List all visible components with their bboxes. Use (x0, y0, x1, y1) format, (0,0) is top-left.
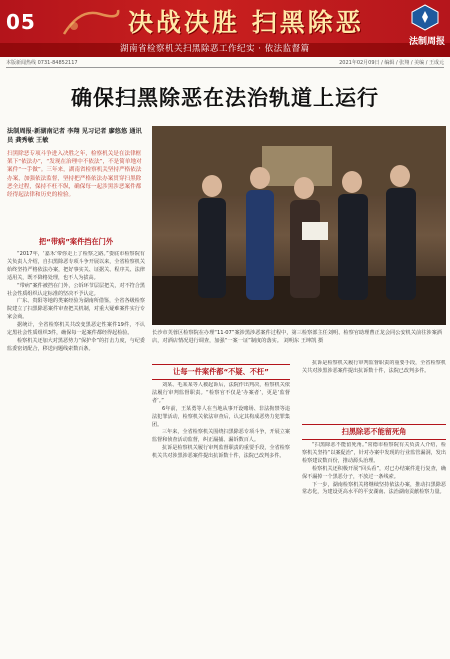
paragraph: 检察机关还加大对黑恶势力“保护伞”的打击力度，与纪委监委密切配合，移送问题线索数百条。 (7, 337, 145, 352)
article-headline: 确保扫黑除恶在法治轨道上运行 (71, 86, 379, 110)
paragraph: 刘某、毛某某等人被起诉后，法院作出判决，检察机关依法履行审判监督职责。“检察官不仅是‘办案者’，更是‘监督者’。” (152, 382, 290, 404)
news-hotline: 本版新闻热线 0731-84852117 (6, 60, 78, 66)
section-name: 法制周报 (408, 37, 445, 47)
article-lead: 扫黑除恶专项斗争进入决胜之年，检察机关是在法律框架下“依法办”，“发现在治理中不依法”，不是简单地对案件“一手做”。三年来，湖南省检察机关坚持严格依法办案，加强依法监督，坚持把严格依法办案贯穿扫黑除恶全过程，保持不枉不纵，确保每一起涉黑涉恶案件都经得起法律和历史的检验。 (7, 151, 142, 199)
paragraph: “扫黑除恶不能留死角。”常德市检察院有关负责人介绍，检察机关坚持“以案促治”，针对办案中发现的行业监管漏洞，发出检察建议数百份，推动源头治理。 (302, 442, 446, 464)
section-title-1: 把“带病”案件挡在门外 (38, 237, 114, 246)
paragraph: 广东、贵阳等地的类案经验为湖南所借鉴，全省各级检察院建立了扫黑除恶案件审查把关机制，对重大疑难案件实行专家会商。 (7, 298, 145, 321)
section-title-2: 让每一件案件都“不疑、不枉” (152, 364, 290, 380)
issue-date-editor: 2021年02月09日 / 编辑 / 张翔 / 美编 / 王成元 (339, 60, 444, 66)
paragraph: 三年来，全省检察机关围绕扫黑除恶专项斗争，开展立案监督和侦查活动监督，纠正漏捕、漏诉数百人。 (152, 429, 290, 444)
paragraph: “带病”案件被挡在门外，公诉环节层层把关，对不符合黑社会性质组织认定标准的坚决不予认定。 (7, 282, 145, 297)
photo-caption: 长沙市芙蓉区检察院在办理“11·07”案涉黑涉恶案件过程中，第三检察部主任刘明、检察官助理曹正龙会同公安机关前往涉案酒店，对酒店情况进行调查，加强“一案一证”制度的落实。 刘明东 王坤凯 摄 (152, 330, 442, 344)
paragraph: “2017年，‘嘉禾’带你走上了检察之路。”娄底市检察院有关负责人介绍，自扫黑除恶专项斗争开展以来，全省检察机关始终坚持严格依法办案，把好事实关、证据关、程序关、法律适用关，既不降格处理，也不人为拔高。 (7, 251, 145, 281)
paragraph: 下一步，湖南检察机关将继续坚持依法办案，推动扫黑除恶常态化，为建设更高水平的平安湖南、法治湖南贡献检察力量。 (302, 481, 446, 496)
photo-scene-icon (152, 126, 446, 325)
banner-subtitle: 湖南省检察机关扫黑除恶工作纪实 · 依法监督篇 (120, 44, 310, 54)
article-column-right-top (302, 360, 446, 420)
brush-deco-icon (60, 4, 120, 40)
banner-title: 决战决胜 扫黑除恶 (128, 8, 364, 37)
paragraph: 抗诉是检察机关履行审判监督职责的重要手段，全省检察机关共对涉黑涉恶案件提出抗诉数十件，法院已改判多件。 (302, 360, 446, 374)
paragraph: 抗诉是检察机关履行审判监督职责的重要手段，全省检察机关共对涉黑涉恶案件提出抗诉数十件，法院已改判多件。 (152, 445, 290, 460)
article-photo (152, 126, 446, 325)
article-column-right (302, 442, 446, 652)
section-title-3: 扫黑除恶不能留死角 (302, 424, 446, 440)
article-column-middle (152, 382, 290, 652)
article-byline: 法制周报·新湖南记者 李翔 见习记者 廖悠悠 通讯员 龚秀敏 王敏 (7, 128, 142, 144)
article-column-left (7, 251, 145, 651)
paragraph: 据统计，全省检察机关共改变黑恶定性案件19件，不认定黑社会性质组织3件，确保每一起案件都经得起检验。 (7, 322, 145, 337)
emblem-icon (410, 3, 440, 31)
paragraph: 6年前，王某勇等人在当地从事开设赌场、非法拘禁等违法犯罪活动，检察机关依法审查后，认定其构成恶势力犯罪集团。 (152, 405, 290, 428)
paragraph: 检察机关还积极开展“回头看”，对已办结案件进行复查，确保不漏掉一个黑恶分子，不放过一条线索。 (302, 465, 446, 480)
page-meta-row (6, 58, 444, 68)
page-number: 05 (6, 10, 36, 34)
masthead-banner (0, 0, 450, 57)
